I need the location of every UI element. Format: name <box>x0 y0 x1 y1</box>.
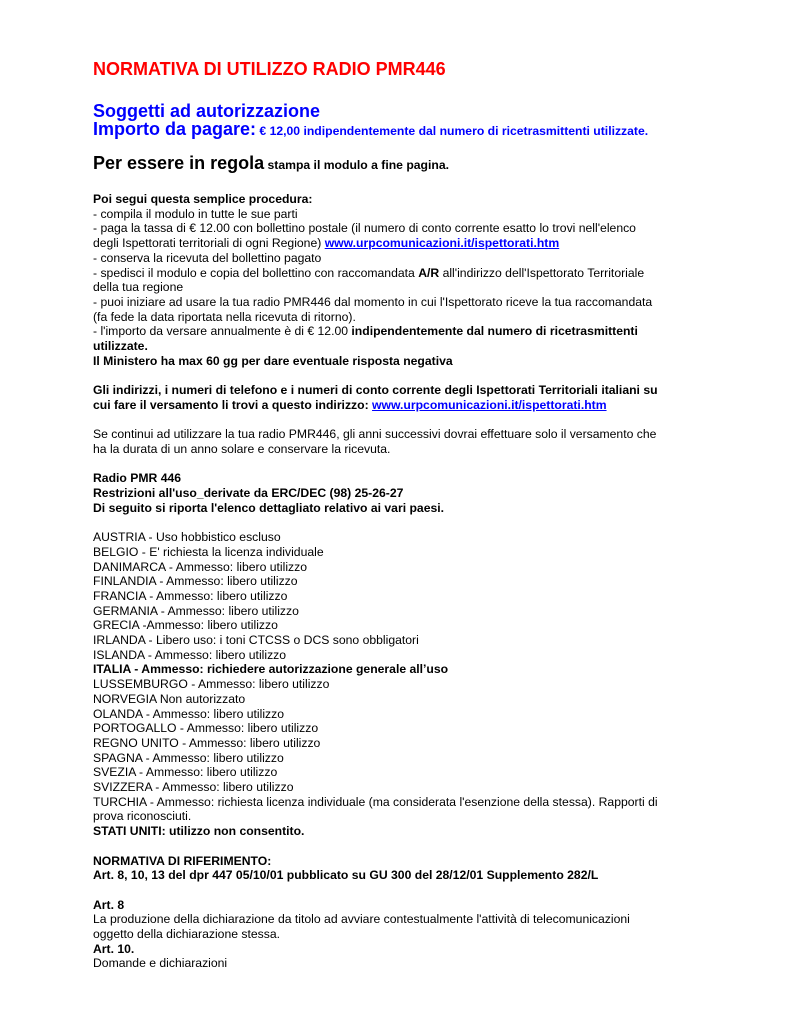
procedure-step <box>93 266 713 281</box>
amount-text: € 12,00 indipendentemente dal numero di ricetrasmittenti utilizzate. <box>256 124 649 138</box>
reference-heading: NORMATIVA DI RIFERIMENTO: <box>93 853 272 868</box>
country-item: AUSTRIA - Uso hobbistico escluso <box>93 530 281 545</box>
procedure-step <box>93 236 713 251</box>
country-list <box>93 677 713 795</box>
country-item: FRANCIA - Ammesso: libero utilizzo <box>93 588 288 603</box>
addresses-text: cui fare il versamento li trovi a questo indirizzo: <box>93 397 373 412</box>
procedure-heading: Poi segui questa semplice procedura: <box>93 192 313 206</box>
ispettorati-link[interactable]: www.urpcomunicazioni.it/ispettorati.htm <box>324 236 560 251</box>
document-body <box>93 192 713 971</box>
article-heading: Art. 10. <box>93 941 135 956</box>
country-item: SPAGNA - Ammesso: libero utilizzo <box>93 750 284 765</box>
amount-line <box>93 119 649 139</box>
radio-restrictions: Restrizioni all'uso_derivate da ERC/DEC (98) 25-26-27 <box>93 486 404 501</box>
country-item: SVIZZERA - Ammesso: libero utilizzo <box>93 780 294 795</box>
country-turchia: TURCHIA - Ammesso: richiesta licenza individuale (ma considerata l'esenzione della stessa). Rapporti di <box>93 794 658 809</box>
subject-heading: Soggetti ad autorizzazione <box>93 101 321 121</box>
addresses-line: Gli indirizzi, i numeri di telefono e i numeri di conto corrente degli Ispettorati Territoriali italiani su <box>93 383 658 398</box>
country-usa: STATI UNITI: utilizzo non consentito. <box>93 824 305 839</box>
radio-heading: Radio PMR 446 <box>93 471 182 486</box>
country-item: ISLANDA - Ammesso: libero utilizzo <box>93 647 287 662</box>
article-text: oggetto della dichiarazione stessa. <box>93 927 280 942</box>
procedure-text: all'indirizzo dell'Ispettorato Territoriale <box>439 265 645 280</box>
country-item: BELGIO - E' richiesta la licenza individuale <box>93 544 324 559</box>
procedure-step: - conserva la ricevuta del bollettino pagato <box>93 250 322 265</box>
article-heading: Art. 8 <box>93 897 125 912</box>
country-item: REGNO UNITO - Ammesso: libero utilizzo <box>93 735 321 750</box>
procedure-step: - puoi iniziare ad usare la tua radio PMR446 dal momento in cui l'Ispettorato riceve la tua raccomandata <box>93 294 653 309</box>
compliance-line <box>93 153 449 173</box>
country-turchia: prova riconosciuti. <box>93 809 192 824</box>
country-list <box>93 530 713 662</box>
country-item: GRECIA -Ammesso: libero utilizzo <box>93 618 278 633</box>
procedure-text: degli Ispettorati territoriali di ogni Regione) <box>93 236 325 251</box>
amount-label: Importo da pagare: <box>93 119 257 139</box>
country-item: LUSSEMBURGO - Ammesso: libero utilizzo <box>93 677 330 692</box>
page-title: NORMATIVA DI UTILIZZO RADIO PMR446 <box>93 59 446 79</box>
article-text: La produzione della dichiarazione da titolo ad avviare contestualmente l'attività di telecomunicazioni <box>93 912 630 927</box>
country-item: DANIMARCA - Ammesso: libero utilizzo <box>93 559 308 574</box>
article-text: Domande e dichiarazioni <box>93 956 228 971</box>
country-item: GERMANIA - Ammesso: libero utilizzo <box>93 603 299 618</box>
renewal-line: ha la durata di un anno solare e conservare la ricevuta. <box>93 441 391 456</box>
addresses-line <box>93 398 713 413</box>
procedure-text: - spedisci il modulo e copia del bollettino con raccomandata <box>93 265 419 280</box>
procedure-text: - l'importo da versare annualmente è di € 12.00 <box>93 324 352 339</box>
procedure-step: della tua regione <box>93 280 184 295</box>
reference-text: Art. 8, 10, 13 del dpr 447 05/10/01 pubblicato su GU 300 del 28/12/01 Supplemento 282/L <box>93 868 599 883</box>
country-item: IRLANDA - Libero uso: i toni CTCSS o DCS sono obbligatori <box>93 633 419 648</box>
procedure-step: (fa fede la data riportata nella ricevuta di ritorno). <box>93 309 356 324</box>
procedure-step: - paga la tassa di € 12.00 con bollettino postale (il numero di conto corrente esatto lo trovi nell'elenco <box>93 221 636 236</box>
procedure-bold: indipendentemente dal numero di ricetrasmittenti <box>351 324 638 339</box>
country-item: FINLANDIA - Ammesso: libero utilizzo <box>93 574 298 589</box>
ministry-note: Il Ministero ha max 60 gg per dare eventuale risposta negativa <box>93 353 453 368</box>
country-item: PORTOGALLO - Ammesso: libero utilizzo <box>93 721 319 736</box>
renewal-line: Se continui ad utilizzare la tua radio PMR446, gli anni successivi dovrai effettuare solo il versamento che <box>93 427 657 442</box>
procedure-step <box>93 324 713 339</box>
compliance-text: stampa il modulo a fine pagina. <box>264 158 449 172</box>
country-item: NORVEGIA Non autorizzato <box>93 691 246 706</box>
procedure-step: - compila il modulo in tutte le sue parti <box>93 206 298 221</box>
country-item: SVEZIA - Ammesso: libero utilizzo <box>93 765 278 780</box>
procedure-step: utilizzate. <box>93 339 148 354</box>
country-italia: ITALIA - Ammesso: richiedere autorizzazione generale all’uso <box>93 662 449 677</box>
compliance-label: Per essere in regola <box>93 153 265 173</box>
country-item: OLANDA - Ammesso: libero utilizzo <box>93 706 284 721</box>
radio-list-intro: Di seguito si riporta l'elenco dettagliato relativo ai vari paesi. <box>93 500 445 515</box>
ar-label: A/R <box>418 265 440 280</box>
ispettorati-link[interactable]: www.urpcomunicazioni.it/ispettorati.htm <box>372 397 607 412</box>
